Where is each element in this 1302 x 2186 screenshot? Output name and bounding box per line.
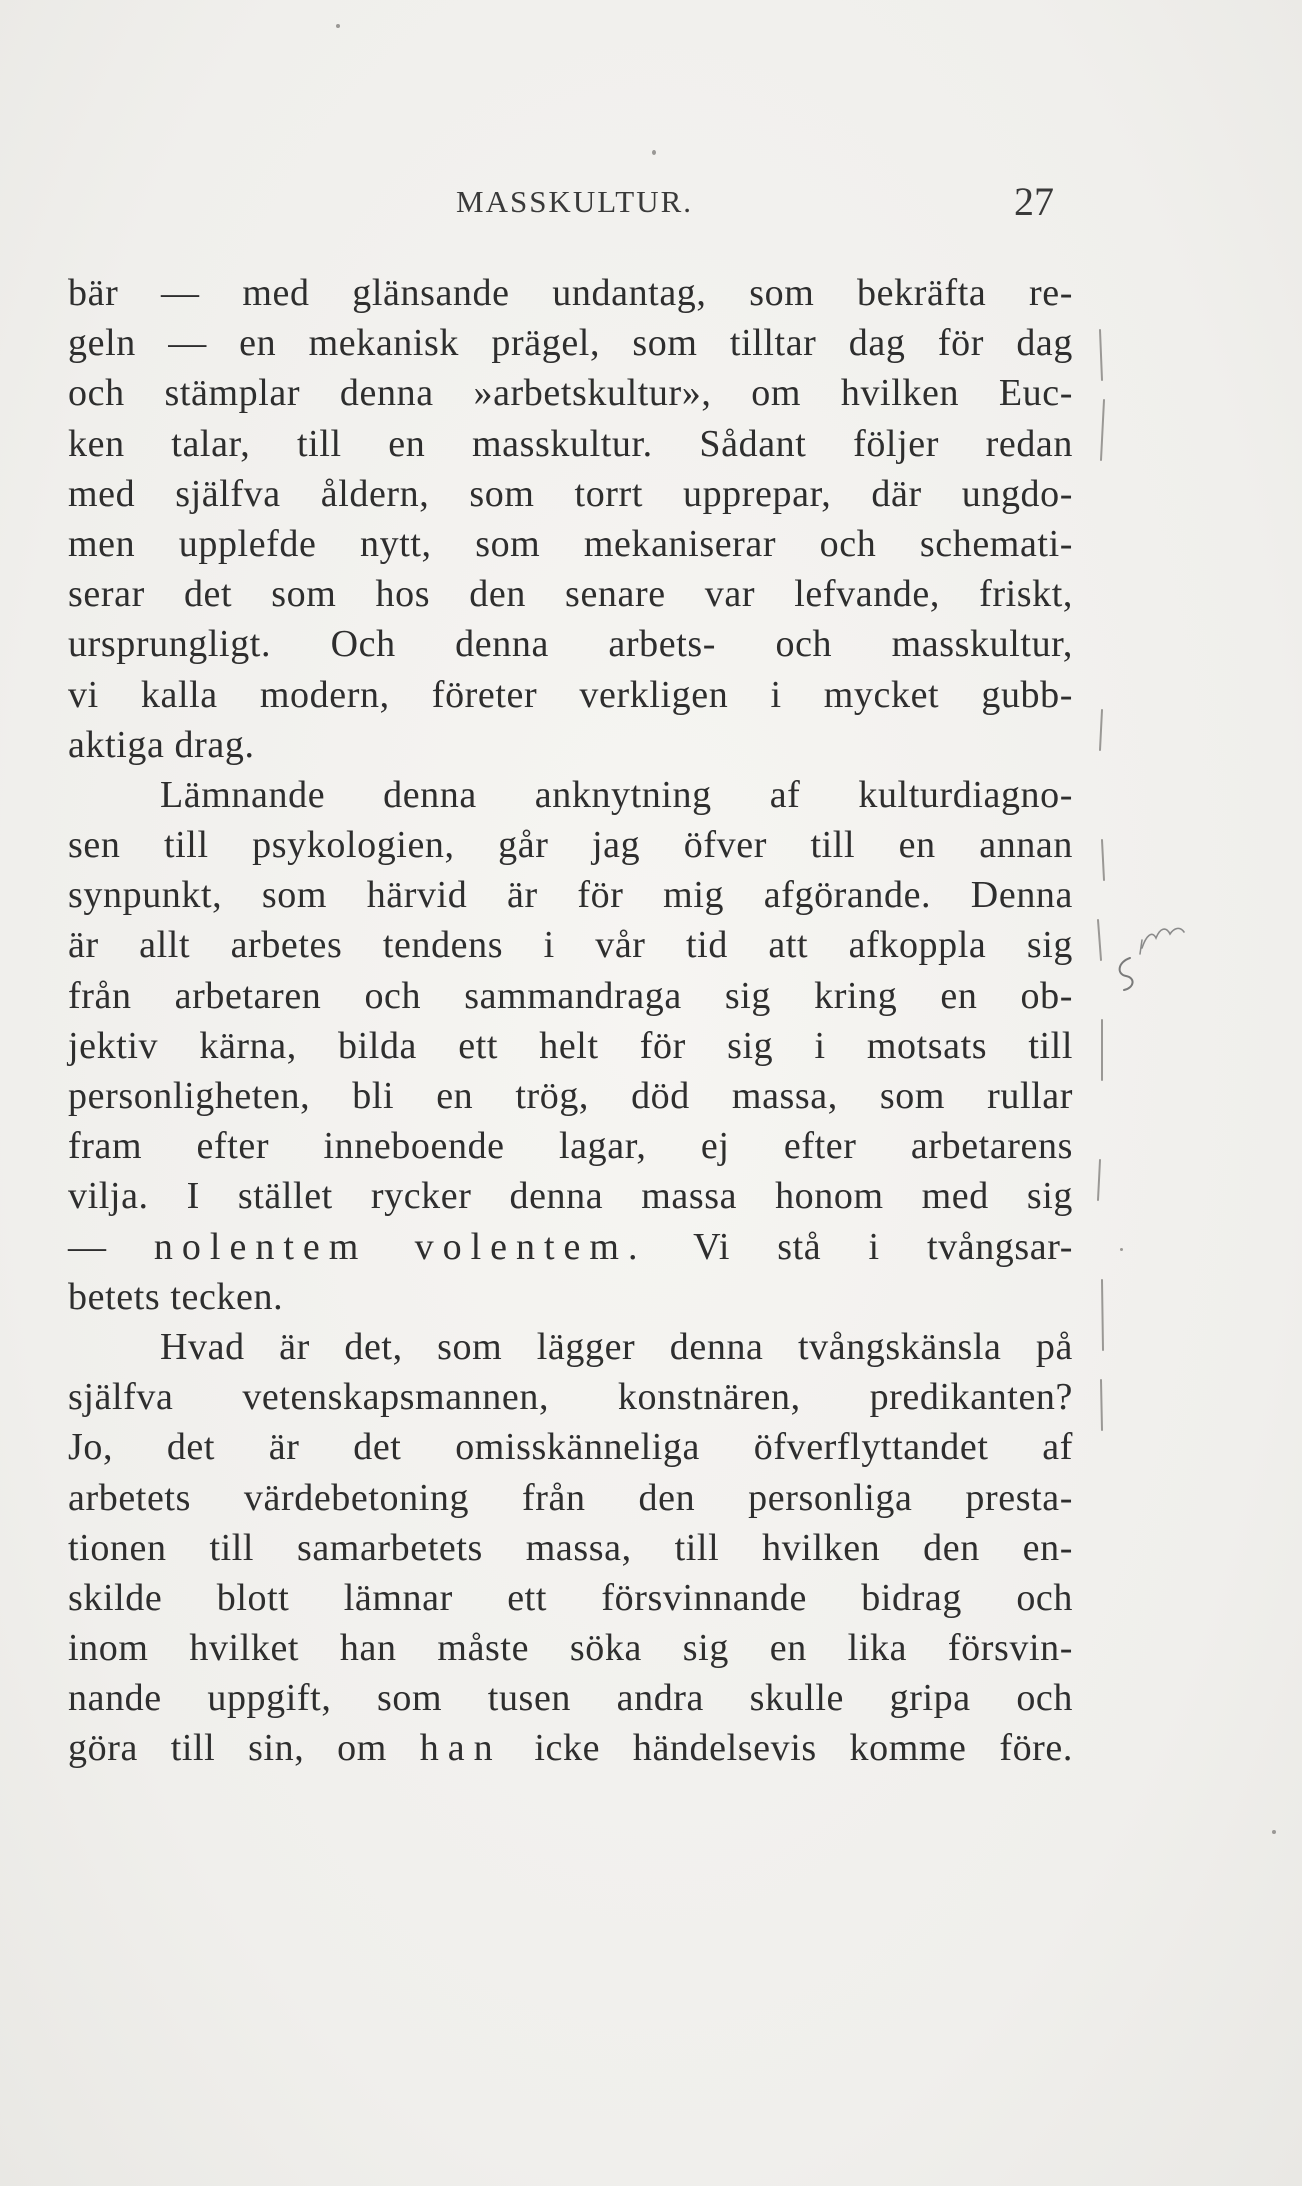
- text-line: från arbetaren och sammandraga sig kring en ob-: [68, 974, 1073, 1017]
- text-line: med själfva åldern, som torrt upprepar, där ungdo-: [68, 472, 1073, 515]
- text-line: fram efter inneboende lagar, ej efter arbetarens: [68, 1125, 1073, 1168]
- margin-handwritten-mark: [1100, 918, 1240, 998]
- text-line: vilja. I stället rycker denna massa honom med sig: [68, 1175, 1073, 1218]
- text-line-spaced: [68, 1222, 1073, 1272]
- text-line: Jo, det är det omisskänneliga öfverflyttandet af: [68, 1426, 1073, 1469]
- text-line: är allt arbetes tendens i vår tid att afkoppla sig: [68, 924, 1073, 967]
- spaced-word: volentem.: [414, 1225, 647, 1268]
- text-line-final: [68, 1723, 1073, 1773]
- paper-speck: [1120, 1248, 1123, 1251]
- running-title: MASSKULTUR.: [456, 184, 694, 219]
- spaced-word: nolentem: [153, 1225, 368, 1268]
- text-line: tionen till samarbetets massa, till hvilken den en-: [68, 1526, 1073, 1569]
- paper-speck: [1272, 1830, 1276, 1834]
- text-line: synpunkt, som härvid är för mig afgörande. Denna: [68, 874, 1073, 917]
- paper-speck: [336, 24, 340, 28]
- text-line: serar det som hos den senare var lefvande, friskt,: [68, 573, 1073, 616]
- text-line: nande uppgift, som tusen andra skulle gripa och: [68, 1677, 1073, 1720]
- text-line: geln — en mekanisk prägel, som tilltar dag för dag: [68, 322, 1073, 365]
- line-rest: icke händelsevis komme före.: [534, 1727, 1073, 1770]
- line-rest: Vi stå i tvångsar-: [693, 1225, 1073, 1268]
- text-line: arbetets värdebetoning från den personliga presta-: [68, 1476, 1073, 1519]
- text-line: inom hvilket han måste söka sig en lika försvin-: [68, 1627, 1073, 1670]
- text-line: personligheten, bli en trög, död massa, som rullar: [68, 1075, 1073, 1117]
- text-line: Lämnande denna anknytning af kulturdiagno-: [160, 773, 1073, 816]
- text-line: bär — med glänsande undantag, som bekräfta re-: [68, 272, 1073, 314]
- text-line: vi kalla modern, företer verkligen i mycket gubb-: [68, 673, 1073, 716]
- text-line: ken talar, till en masskultur. Sådant följer redan: [68, 422, 1073, 465]
- paper-speck: [652, 150, 656, 155]
- text-line: betets tecken.: [68, 1275, 284, 1318]
- paragraph-3: [68, 1322, 1073, 1774]
- paragraph-2: [68, 770, 1073, 1322]
- text-line: men upplefde nytt, som mekaniserar och schemati-: [68, 522, 1073, 565]
- text-line: och stämplar denna »arbetskultur», om hvilken Euc-: [68, 372, 1073, 415]
- text-line: sen till psykologien, går jag öfver till en annan: [68, 824, 1073, 867]
- text-line: ursprungligt. Och denna arbets- och masskultur,: [68, 623, 1073, 666]
- body-text: [68, 268, 1073, 1774]
- paragraph-1: [68, 268, 1073, 770]
- text-line: själfva vetenskapsmannen, konstnären, predikanten?: [68, 1376, 1073, 1419]
- line-start: göra till sin, om: [68, 1727, 387, 1770]
- page-number: 27: [1014, 179, 1054, 224]
- page-header: [0, 178, 1302, 238]
- text-line: Hvad är det, som lägger denna tvångskänsla på: [160, 1325, 1073, 1368]
- margin-pencil-marks: [1092, 320, 1112, 1440]
- text-line: skilde blott lämnar ett försvinnande bidrag och: [68, 1576, 1073, 1619]
- dash: —: [68, 1225, 107, 1268]
- text-line: jektiv kärna, bilda ett helt för sig i motsats till: [68, 1024, 1073, 1067]
- text-line: aktiga drag.: [68, 723, 255, 766]
- spaced-word: han: [419, 1727, 502, 1770]
